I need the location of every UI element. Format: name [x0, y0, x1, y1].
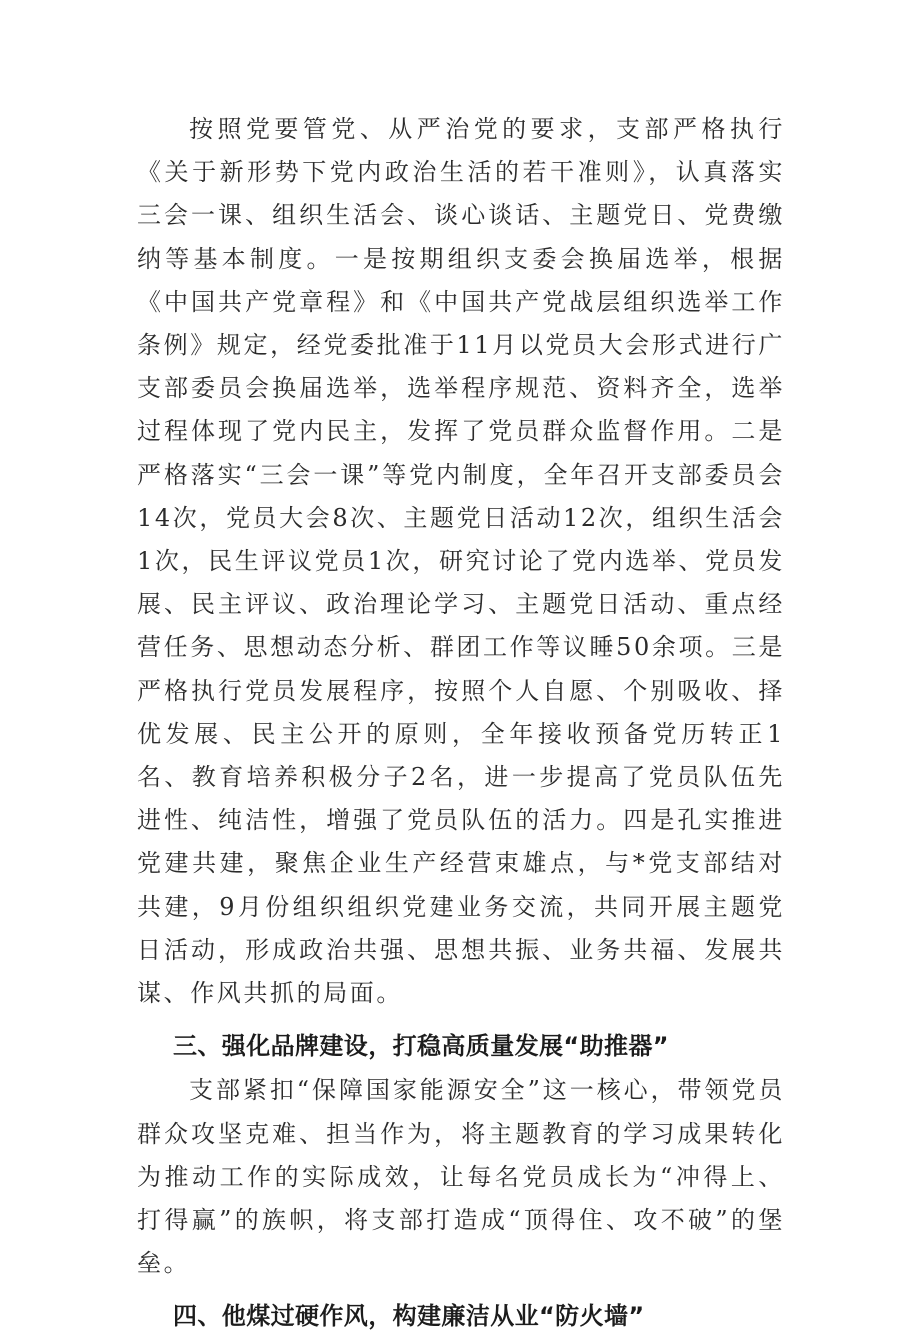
- section-heading: 四、他煤过硬作风，构建廉洁从业“防火墙”: [173, 1302, 645, 1331]
- section-heading: 三、强化品牌建设，打稳高质量发展“助推器”: [173, 1032, 669, 1061]
- body-paragraph: 按照党要管党、从严治党的要求，支部严格执行《关于新形势下党内政治生活的若干准则》，认真落实三会一课、组织生活会、谈心谈话、主题党日、党费缴纳等基本制度。一是按期组织支委会换届选举，根据《中国共产党章程》和《中国共产党战层组织选举工作条例》规定，经党委批准于11月以党员大会形式进行广支部委员会换届选举，选举程序规范、资料齐全，选举过程体现了党内民主，发挥了党员群众监督作用。二是严格落实“三会一课”等党内制度，全年召开支部委员会14次，党员大会8次、主题党日活动12次，组织生活会1次，民生评议党员1次，研究讨论了党内选举、党员发展、民主评议、政治理论学习、主题党日活动、重点经营任务、思想动态分析、群团工作等议睡50余项。三是严格执行党员发展程序，按照个人自愿、个别吸收、择优发展、民主公开的原则，全年接收预备党历转正1名、教育培养积极分子2名，进一步提高了党员队伍先进性、纯洁性，增强了党员队伍的活力。四是孔实推进党建共建，聚焦企业生产经营束雄点，与*党支部结对共建，9月份组织组织党建业务交流，共同开展主题党日活动，形成政治共强、思想共振、业务共福、发展共谋、作风共抓的局面。: [137, 115, 785, 1008]
- body-paragraph: 支部紧扣“保障国家能源安全”这一核心，带领党员群众攻坚克难、担当作为，将主题教育的学习成果转化为推动工作的实际成效，让每名党员成长为“冲得上、打得赢”的族帜，将支部打造成“顶得住、攻不破”的堡垒。: [137, 1076, 785, 1278]
- document-body: [137, 108, 785, 1339]
